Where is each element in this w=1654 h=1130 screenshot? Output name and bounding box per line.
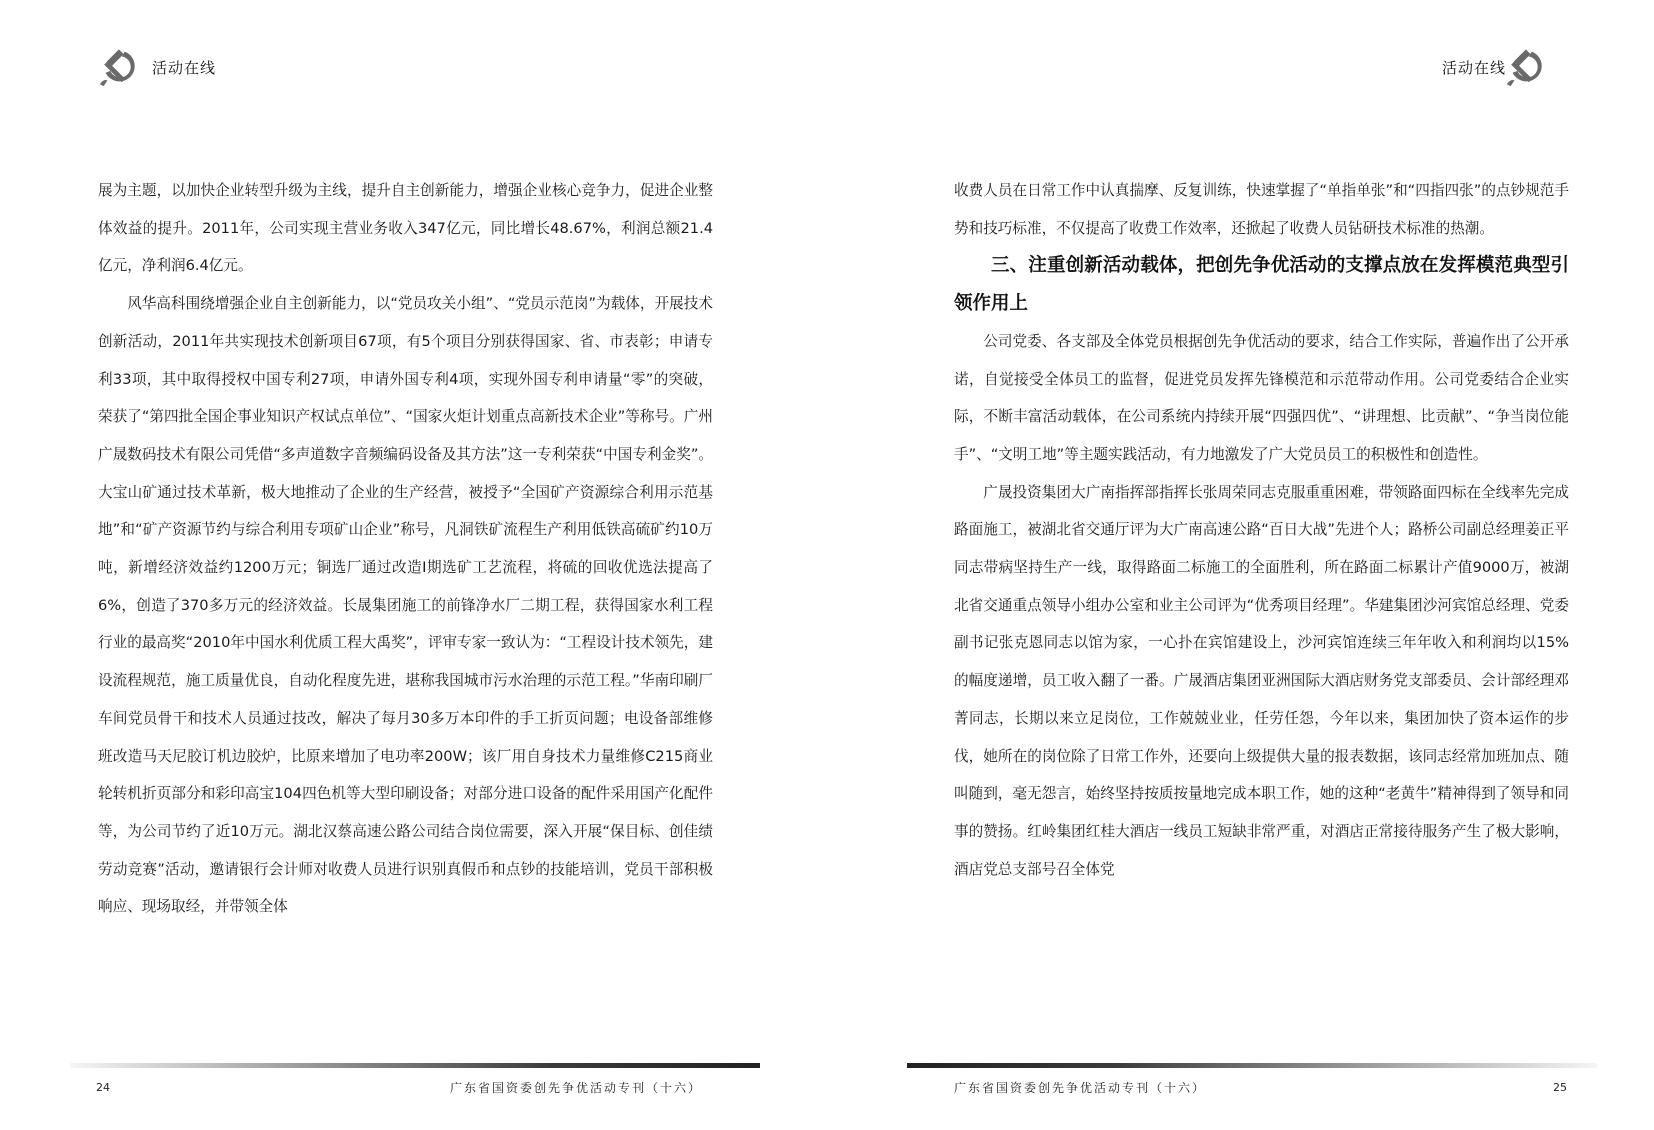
right-page xyxy=(827,0,1654,1130)
hammer-sickle-icon xyxy=(1503,44,1549,90)
page-number: 24 xyxy=(96,1081,110,1094)
footer-divider xyxy=(907,1063,1597,1068)
paragraph: 广晟投资集团大广南指挥部指挥长张周荣同志克服重重困难，带领路面四标在全线率先完成路面施工，被湖北省交通厅评为大广南高速公路“百日大战”先进个人；路桥公司副总经理姜正平同志带病坚持生产一线，取得路面二标施工的全面胜利，所在路面二标累计产值9000万，被湖北省交通重点领导小组办公室和业主公司评为“优秀项目经理”。华建集团沙河宾馆总经理、党委副书记张克恩同志以馆为家，一心扑在宾馆建设上，沙河宾馆连续三年年收入和利润均以15%的幅度递增，员工收入翻了一番。广晟酒店集团亚洲国际大酒店财务党支部委员、会计部经理邓菁同志，长期以来立足岗位，工作兢兢业业，任劳任怨，今年以来，集团加快了资本运作的步伐，她所在的岗位除了日常工作外，还要向上级提供大量的报表数据，该同志经常加班加点、随叫随到，毫无怨言，始终坚持按质按量地完成本职工作，她的这种“老黄牛”精神得到了领导和同事的赞扬。红岭集团红桂大酒店一线员工短缺非常严重，对酒店正常接待服务产生了极大影响，酒店党总支部号召全体党 xyxy=(954,483,1569,878)
footer-publication-title: 广东省国资委创先争优活动专刊（十六） xyxy=(954,1081,1207,1095)
hammer-sickle-icon xyxy=(96,44,142,90)
section-heading: 三、注重创新活动载体，把创先争优活动的支撑点放在发挥模范典型引领作用上 xyxy=(954,255,1569,315)
footer-publication-title: 广东省国资委创先争优活动专刊（十六） xyxy=(450,1081,703,1095)
left-body-text xyxy=(98,172,713,926)
paragraph: 风华高科围绕增强企业自主创新能力，以“党员攻关小组”、“党员示范岗”为载体，开展技术创新活动，2011年共实现技术创新项目67项，有5个项目分别获得国家、省、市表彰；申请专利33项，其中取得授权中国专利27项，申请外国专利4项，实现外国专利申请量“零”的突破，荣获了“第四批全国企事业知识产权试点单位”、“国家火炬计划重点高新技术企业”等称号。广州广晟数码技术有限公司凭借“多声道数字音频编码设备及其方法”这一专利荣获“中国专利金奖”。大宝山矿通过技术革新，极大地推动了企业的生产经营，被授予“全国矿产资源综合利用示范基地”和“矿产资源节约与综合利用专项矿山企业”称号，凡洞铁矿流程生产利用低铁高硫矿约10万吨，新增经济效益约1200万元；铜选厂通过改造Ⅰ期选矿工艺流程，将硫的回收优选法提高了6%，创造了370多万元的经济效益。长晟集团施工的前锋净水厂二期工程，获得国家水利工程行业的最高奖“2010年中国水利优质工程大禹奖”，评审专家一致认为：“工程设计技术领先，建设流程规范，施工质量优良，自动化程度先进，堪称我国城市污水治理的示范工程。”华南印刷厂车间党员骨干和技术人员通过技改，解决了每月30多万本印件的手工折页问题；电设备部维修班改造马天尼胶订机边胶炉，比原来增加了电功率200W；该厂用自身技术力量维修C215商业轮转机折页部分和彩印高宝104四色机等大型印刷设备；对部分进口设备的配件采用国产化配件等，为公司节约了近10万元。湖北汉蔡高速公路公司结合岗位需要，深入开展“保目标、创佳绩劳动竞赛”活动，邀请银行会计师对收费人员进行识别真假币和点钞的技能培训，党员干部积极响应、现场取经，并带领全体 xyxy=(98,295,713,916)
right-body-text xyxy=(954,172,1569,888)
paragraph: 展为主题，以加快企业转型升级为主线，提升自主创新能力，增强企业核心竞争力，促进企业整体效益的提升。2011年，公司实现主营业务收入347亿元，同比增长48.67%，利润总额21.4亿元，净利润6.4亿元。 xyxy=(98,182,713,275)
paragraph: 公司党委、各支部及全体党员根据创先争优活动的要求，结合工作实际，普遍作出了公开承诺，自觉接受全体员工的监督，促进党员发挥先锋模范和示范带动作用。公司党委结合企业实际，不断丰富活动载体，在公司系统内持续开展“四强四优”、“讲理想、比贡献”、“争当岗位能手”、“文明工地”等主题实践活动，有力地激发了广大党员员工的积极性和创造性。 xyxy=(954,332,1569,463)
footer-divider xyxy=(70,1063,760,1068)
header-title: 活动在线 xyxy=(1442,59,1507,77)
page-number: 25 xyxy=(1553,1081,1567,1094)
paragraph: 收费人员在日常工作中认真揣摩、反复训练，快速掌握了“单指单张”和“四指四张”的点钞规范手势和技巧标准，不仅提高了收费工作效率，还掀起了收费人员钻研技术标准的热潮。 xyxy=(954,182,1569,237)
header-title: 活动在线 xyxy=(152,59,217,77)
